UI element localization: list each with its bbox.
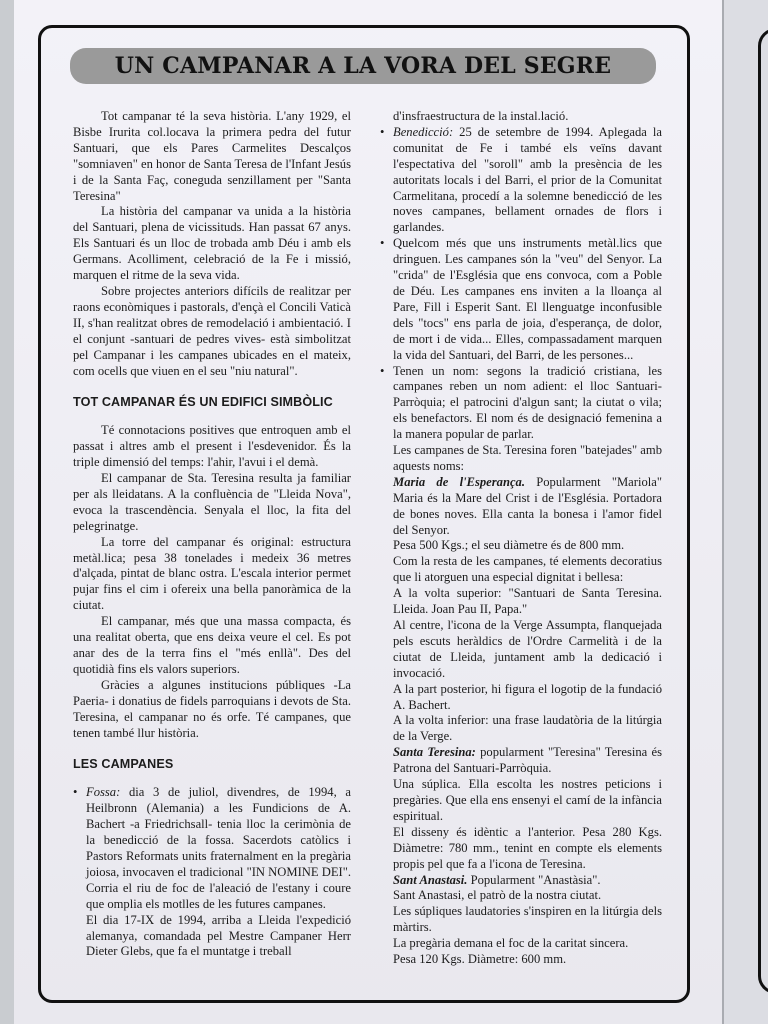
article-title: UN CAMPANAR A LA VORA DEL SEGRE bbox=[114, 53, 612, 79]
bell-name: Sant Anastasi. bbox=[393, 872, 468, 887]
body-paragraph: A la volta superior: "Santuari de Santa Teresina. Lleida. Joan Pau II, Papa." bbox=[393, 586, 662, 617]
bell-name: Santa Teresina: bbox=[393, 745, 476, 760]
item-text: Tenen un nom: segons la tradició cristiana, les campanes reben un nom adient: el lloc Santuari-Parròquia; el patrocini d'algun sant; la ciutat o vila; els benefactors. El nom és de designació femenina a la manera popular de parlar. bbox=[393, 363, 662, 442]
bell-text: popularment "Teresina" Teresina és Patrona del Santuari-Parròquia. bbox=[393, 745, 662, 776]
intro-paragraph: Sobre projectes anteriors difícils de realitzar per raons econòmiques i pastorals, d'ençà el Concili Vaticà II, s'han realitzat obres de remodelació i ambientació. I el conjunt -santuari de pedres vives- està simbolitzat pel Campanar i les campanes ubicades en el mateix, com ocells que viuen en el seu "niu natural". bbox=[73, 283, 351, 378]
intro-paragraph: La història del campanar va unida a la història del Santuari, plena de vicissituds. Han passat 67 anys. Els Santuari és un lloc de trobada amb Déu i amb els Germans. Acolliment, celebració de la Fe i missió, marquen el ritme de la seva vida. bbox=[73, 204, 351, 283]
body-paragraph: Pesa 120 Kgs. Diàmetre: 600 mm. bbox=[393, 952, 567, 967]
body-paragraph: La torre del campanar és original: estructura metàl.lica; pesa 38 tonelades i medeix 36 metres d'alçada, pintat de blanc ostra. L'escala interior permet pujar fins el cim i ofereix una bella panoràmica de la ciutat. bbox=[73, 534, 351, 613]
body-paragraph: La pregària demana el foc de la caritat sincera. bbox=[393, 936, 629, 951]
body-paragraph: Té connotacions positives que entroquen amb el passat i altres amb el present i l'esdevenidor. És la triple dimensió del temps: l'ahir, l'avui i el demà. bbox=[73, 423, 351, 470]
bell-entry bbox=[380, 873, 662, 889]
body-paragraph: A la part posterior, hi figura el logotip de la fundació A. Bachert. bbox=[393, 681, 662, 712]
bell-text: Popularment "Anastàsia". bbox=[467, 872, 601, 887]
body-paragraph: Com la resta de les campanes, té elements decoratius que li atorguen una especial dignitat i bellesa: bbox=[393, 554, 662, 585]
bell-name: Maria de l'Esperança. bbox=[393, 474, 525, 489]
body-paragraph: A la volta inferior: una frase laudatòria de la litúrgia de la Verge. bbox=[393, 713, 662, 744]
section-heading: TOT CAMPANAR ÉS UN EDIFICI SIMBÒLIC bbox=[73, 395, 333, 410]
bullet-icon: • bbox=[73, 785, 78, 800]
body-paragraph: Les súpliques laudatories s'inspiren en la litúrgia dels màrtirs. bbox=[393, 904, 662, 935]
section-heading: LES CAMPANES bbox=[73, 757, 174, 772]
right-column bbox=[380, 109, 662, 968]
body-paragraph: El campanar, més que una massa compacta, és una realitat oberta, que ens deixa veure el cel. Es pot anar des de la terra fins el "més enllà". Des del quotidià fins els valors superiors. bbox=[73, 614, 351, 676]
item-label: Fossa: bbox=[86, 785, 121, 800]
item-text: Quelcom més que uns instruments metàl.lics que dringuen. Les campanes són la "veu" del Senyor. La "crida" de l'Església que ens convoca, com a Poble de Déu. Les campanes ens inviten a la lloança al Pare, Fill i Esperit Sant. El llenguatge inconfusible dels "tocs" ens parla de joia, d'esperança, de dolor, de mort i de vida... Elles, compassadament marquen la vida del Santuari, del Barri, de les persones... bbox=[393, 236, 662, 362]
bullet-icon: • bbox=[380, 124, 385, 139]
left-column bbox=[73, 109, 351, 960]
title-banner bbox=[70, 48, 656, 84]
body-paragraph: El campanar de Sta. Teresina resulta ja familiar per als lleidatans. A la confluència de "Lleida Nova", evoca la trascendència. Senyala el lloc, la fita del pelegrinatge. bbox=[73, 471, 351, 533]
bullet-icon: • bbox=[380, 363, 385, 378]
list-item bbox=[380, 364, 662, 444]
bullet-icon: • bbox=[380, 236, 385, 251]
list-item bbox=[73, 785, 351, 912]
list-item bbox=[380, 125, 662, 236]
intro-paragraph: Tot campanar té la seva història. L'any 1929, el Bisbe Irurita col.locava la primera pedra del futur Santuari, que els Pares Carmelites Descalços "somniaven" en honor de Santa Teresa de l'Infant Jesús i de la Santa Faç, coneguda senzillament per "Santa Teresina" bbox=[73, 109, 351, 203]
body-paragraph: d'insfraestructura de la instal.lació. bbox=[393, 109, 569, 123]
body-paragraph: El dia 17-IX de 1994, arriba a Lleida l'expedició alemanya, comandada pel Mestre Campaner Herr Dieter Glebs, que fa el muntatge i treball bbox=[86, 912, 351, 959]
body-paragraph: Pesa 500 Kgs.; el seu diàmetre és de 800 mm. bbox=[393, 538, 625, 553]
body-paragraph: Al centre, l'icona de la Verge Assumpta, flanquejada pels escuts heràldics de l'Ordre Carmelità i de la ciutat de Lleida, juntament amb la dedicació i invocació. bbox=[393, 618, 662, 680]
body-paragraph: Una súplica. Ella escolta les nostres peticions i pregàries. Que ella ens ensenyi el camí de la infància espiritual. bbox=[393, 777, 662, 823]
adjacent-page-frame bbox=[758, 28, 768, 994]
body-paragraph: Sant Anastasi, el patrò de la nostra ciutat. bbox=[393, 888, 602, 903]
body-paragraph: El disseny és idèntic a l'anterior. Pesa 280 Kgs. Diàmetre: 780 mm., tenint en compte els elements propis pel que fa a l'icona de Teresina. bbox=[393, 824, 662, 871]
body-paragraph: Les campanes de Sta. Teresina foren "batejades" amb aquests noms: bbox=[393, 443, 662, 473]
item-text: 25 de setembre de 1994. Aplegada la comunitat de Fe i també els veïns davant l'espectativa del "soroll" amb la presència de les autoritats locals i del Barri, el prior de la Comunitat Carmelitana, procedí a la solemne benedicció de les noves campanes, bellament ornades de flors i garlandes. bbox=[393, 124, 662, 235]
bell-entry bbox=[380, 475, 662, 539]
bell-text: Popularment "Mariola" Maria és la Mare del Crist i de l'Església. Portadora de bones noves. Ella canta la bonesa i l'amor fidel del Senyor. bbox=[393, 474, 662, 537]
list-item bbox=[380, 236, 662, 363]
bell-entry bbox=[380, 745, 662, 777]
body-paragraph: Gràcies a algunes institucions públiques -La Paeria- i donatius de fidels parroquians i devots de Sta. Teresina, el campanar no és orfe. Té campanes, que tenen també llur història. bbox=[73, 677, 351, 740]
item-label: Benedicció: bbox=[393, 124, 454, 139]
item-text: dia 3 de juliol, divendres, de 1994, a Heilbronn (Alemania) a les Fundicions de A. Bachert -a Friedrichsall- tenia lloc la cerimònia de la benedicció de la fossa. Sacerdots catòlics i Pastors Reformats units fraternalment en la pregària joiosa, invocaven el tradicional "IN NOMINE DEI". Corria el riu de foc de l'aleació de l'estany i coure que omplia els motlles de les futures campanes. bbox=[86, 785, 351, 911]
